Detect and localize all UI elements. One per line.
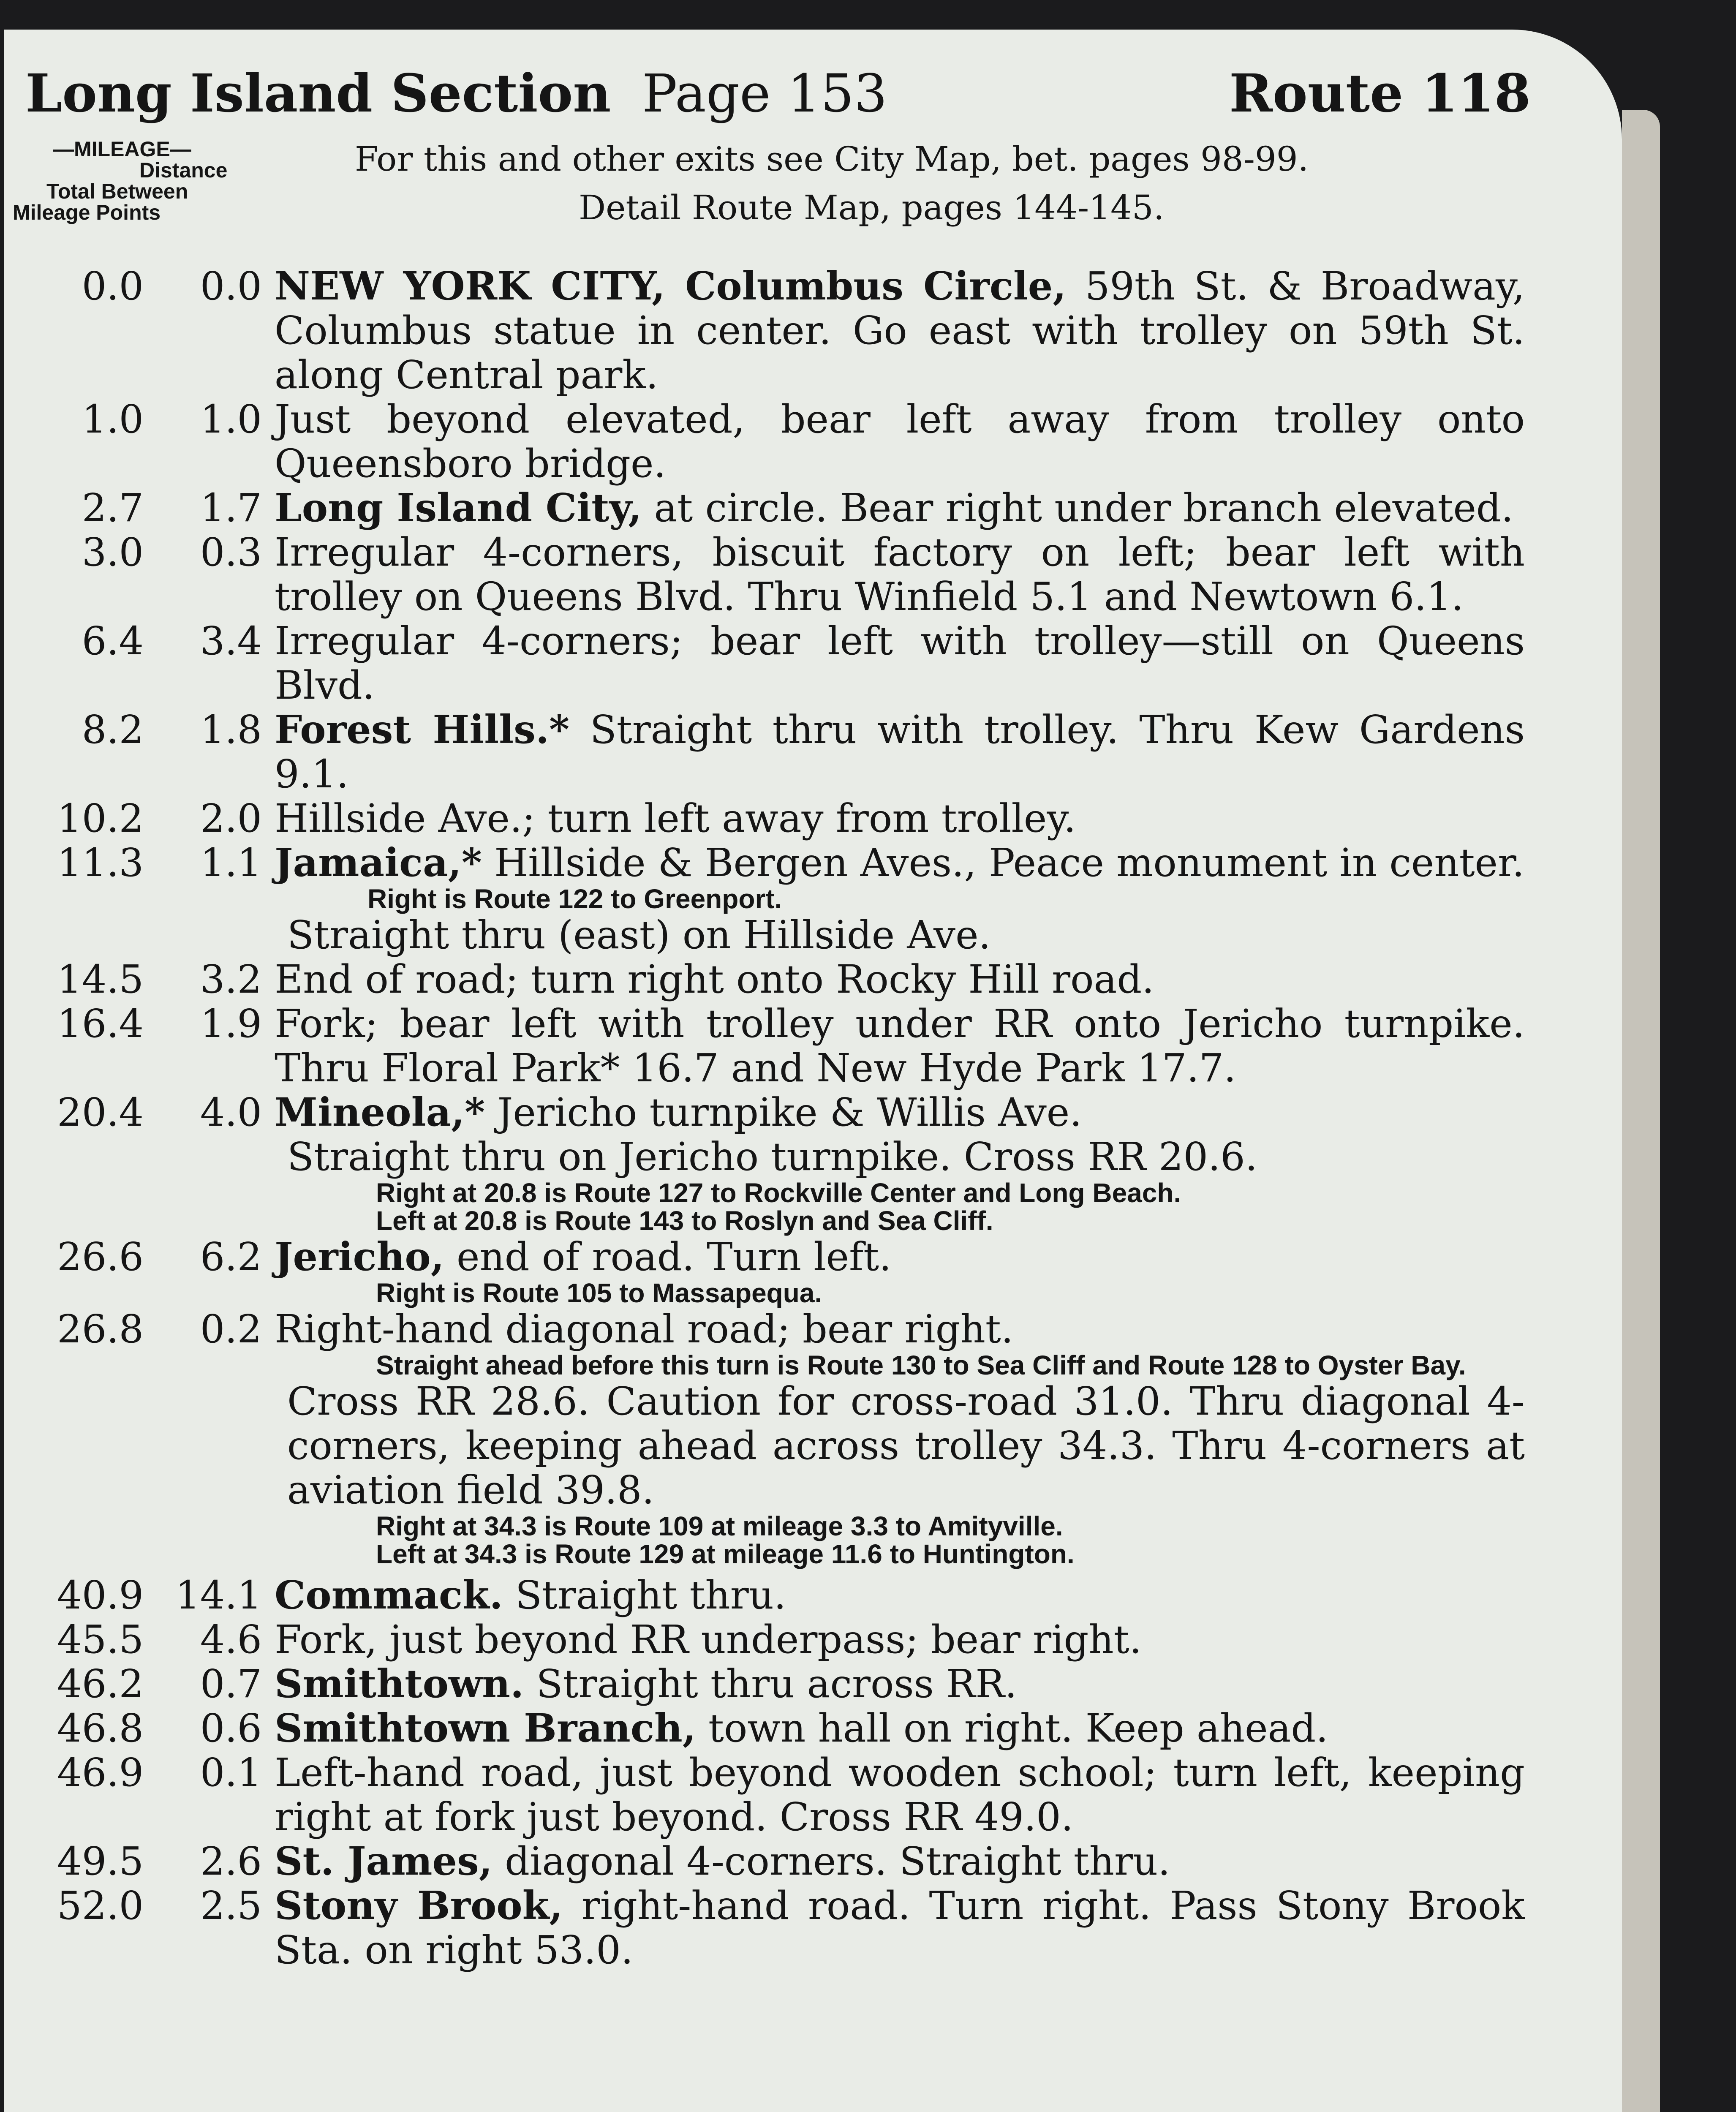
place-name: St. James, [275,1838,493,1884]
route-note: Left at 20.8 is Route 143 to Roslyn and Sea Cliff. [376,1206,993,1236]
direction-detail: Straight thru with trolley. Thru Kew Gardens 9.1. [275,707,1525,797]
route-entry [21,1750,1525,1839]
direction-text [262,708,1525,796]
route-number: Route 118 [1229,63,1531,124]
place-name: Stony Brook, [275,1883,563,1928]
book-page [4,30,1622,2112]
direction-text [262,1235,1525,1279]
distance: 4.6 [200,1617,262,1662]
total-mileage: 46.9 [57,1750,144,1795]
distance: 2.6 [200,1839,262,1884]
distance: 0.6 [200,1706,262,1751]
total-mileage: 0.0 [82,264,144,309]
direction-detail: right-hand road. Turn right. Pass Stony Brook Sta. on right 53.0. [275,1883,1525,1973]
direction-continuation: Straight thru on Jericho turnpike. Cross RR 20.6. [287,1134,1258,1179]
place-name: Long Island City, [275,485,642,531]
direction-detail: Straight thru. [515,1573,786,1618]
total-mileage: 46.8 [57,1706,144,1751]
total-mileage: 11.3 [57,840,144,885]
distance: 1.7 [200,485,262,531]
direction-detail: Irregular 4-corners; bear left with trolley—still on Queens Blvd. [275,618,1525,708]
direction-continuation: Cross RR 28.6. Caution for cross-road 31.0. Thru diagonal 4-corners, keeping ahead across trolley 34.3. Thru 4-corners at aviation field 39.8. [287,1379,1525,1513]
direction-detail: at circle. Bear right under branch elevated. [654,485,1514,531]
route-entry [21,1706,1525,1750]
distance: 0.3 [200,530,262,575]
mileage-total-label: Total Between [46,180,188,203]
direction-text [262,486,1525,530]
direction-text [262,841,1525,885]
direction-detail: Fork; bear left with trolley under RR onto Jericho turnpike. Thru Floral Park* 16.7 and New Hyde Park 17.7. [275,1001,1525,1091]
distance: 0.1 [200,1750,262,1795]
route-entry [21,1307,1525,1351]
route-entry [21,841,1525,885]
page-number: Page 153 [642,63,887,124]
direction-text [262,397,1525,486]
total-mileage: 20.4 [57,1090,144,1135]
distance: 1.0 [200,397,262,442]
total-mileage: 49.5 [57,1839,144,1884]
distance: 6.2 [200,1234,262,1279]
route-entry [21,708,1525,796]
distance: 1.8 [200,707,262,752]
direction-text [262,619,1525,708]
distance: 1.1 [200,840,262,885]
total-mileage: 46.2 [57,1661,144,1706]
route-entry [21,1839,1525,1883]
direction-text [262,1750,1525,1839]
place-name: Smithtown. [275,1661,524,1706]
route-entry [21,1617,1525,1662]
total-mileage: 45.5 [57,1617,144,1662]
route-entry [21,486,1525,530]
distance: 4.0 [200,1090,262,1135]
direction-detail: diagonal 4-corners. Straight thru. [505,1839,1170,1884]
direction-text [262,1617,1525,1662]
mileage-distance-label: Distance [139,158,228,182]
distance: 2.0 [200,796,262,841]
section-title: Long Island Section [25,63,611,124]
direction-continuation: Straight thru (east) on Hillside Ave. [287,912,991,958]
distance: 3.2 [200,957,262,1002]
direction-text [262,264,1525,397]
total-mileage: 6.4 [82,618,144,664]
direction-detail: Irregular 4-corners, biscuit factory on left; bear left with trolley on Queens Blvd. Thru Winfield 5.1 and Newtown 6.1. [275,530,1525,619]
route-entry [21,619,1525,708]
direction-detail: 59th St. & Broadway, Columbus statue in center. Go east with trolley on 59th St. along Central park. [275,264,1525,397]
route-entry [21,1883,1525,1972]
distance: 0.7 [200,1661,262,1706]
route-note: Left at 34.3 is Route 129 at mileage 11.6 to Huntington. [376,1539,1075,1569]
total-mileage: 14.5 [57,957,144,1002]
distance: 2.5 [200,1883,262,1928]
distance: 1.9 [200,1001,262,1046]
direction-text [262,1883,1525,1972]
page-edge [1622,110,1660,2112]
route-entry [21,264,1525,397]
total-mileage: 10.2 [57,796,144,841]
direction-text [262,1002,1525,1090]
distance: 3.4 [200,618,262,664]
total-mileage: 40.9 [57,1573,144,1618]
route-entry [21,1662,1525,1706]
distance: 0.0 [200,264,262,309]
direction-text [262,1706,1525,1750]
place-name: Smithtown Branch, [275,1705,696,1751]
distance: 0.2 [200,1306,262,1352]
direction-detail: Left-hand road, just beyond wooden school; turn left, keeping right at fork just beyond. Cross RR 49.0. [275,1750,1525,1840]
place-name: Jericho, [275,1234,444,1279]
mileage-title: —MILEAGE— [53,137,191,161]
place-name: Jamaica,* [275,840,482,885]
direction-text [262,1573,1525,1617]
place-name: Mineola,* [275,1089,485,1135]
total-mileage: 2.7 [82,485,144,531]
route-entry [21,1090,1525,1135]
place-name: Commack. [275,1572,503,1618]
exits-note: For this and other exits see City Map, bet. pages 98-99. [355,139,1309,179]
route-entry [21,957,1525,1002]
place-name: Forest Hills.* [275,707,570,752]
route-note: Straight ahead before this turn is Route 130 to Sea Cliff and Route 128 to Oyster Bay. [376,1350,1466,1380]
total-mileage: 1.0 [82,397,144,442]
direction-text [262,1307,1525,1351]
direction-detail: End of road; turn right onto Rocky Hill road. [275,957,1154,1002]
route-entry [21,1235,1525,1279]
direction-detail: Just beyond elevated, bear left away from trolley onto Queensboro bridge. [275,397,1525,486]
route-note: Right is Route 122 to Greenport. [367,884,782,914]
distance: 14.1 [175,1573,262,1618]
route-entry [21,1002,1525,1090]
total-mileage: 3.0 [82,530,144,575]
direction-detail: town hall on right. Keep ahead. [708,1706,1328,1751]
direction-text [262,530,1525,619]
mileage-points-label: Mileage Points [13,201,161,224]
mileage-column-header [13,139,232,223]
place-name: NEW YORK CITY, Columbus Circle, [275,263,1067,309]
route-entry [21,1573,1525,1617]
direction-detail: Fork, just beyond RR underpass; bear right. [275,1617,1142,1662]
route-entry [21,530,1525,619]
direction-text [262,1839,1525,1883]
total-mileage: 8.2 [82,707,144,752]
direction-text [262,796,1525,841]
detail-map-note: Detail Route Map, pages 144-145. [579,188,1165,227]
direction-detail: Straight thru across RR. [536,1661,1017,1706]
route-entry [21,397,1525,486]
direction-detail: Jericho turnpike & Willis Ave. [497,1090,1082,1135]
direction-text [262,1662,1525,1706]
route-note: Right at 34.3 is Route 109 at mileage 3.3 to Amityville. [376,1511,1063,1541]
direction-detail: Right-hand diagonal road; bear right. [275,1306,1014,1352]
total-mileage: 52.0 [57,1883,144,1928]
total-mileage: 26.8 [57,1306,144,1352]
total-mileage: 16.4 [57,1001,144,1046]
direction-text [262,957,1525,1002]
direction-detail: Hillside Ave.; turn left away from trolley. [275,796,1076,841]
route-entry [21,796,1525,841]
direction-detail: end of road. Turn left. [457,1234,892,1279]
route-directions [21,264,1525,1972]
route-note: Right is Route 105 to Massapequa. [376,1278,822,1308]
route-note: Right at 20.8 is Route 127 to Rockville Center and Long Beach. [376,1178,1181,1208]
direction-text [262,1090,1525,1135]
total-mileage: 26.6 [57,1234,144,1279]
direction-detail: Hillside & Bergen Aves., Peace monument in center. [494,840,1525,885]
